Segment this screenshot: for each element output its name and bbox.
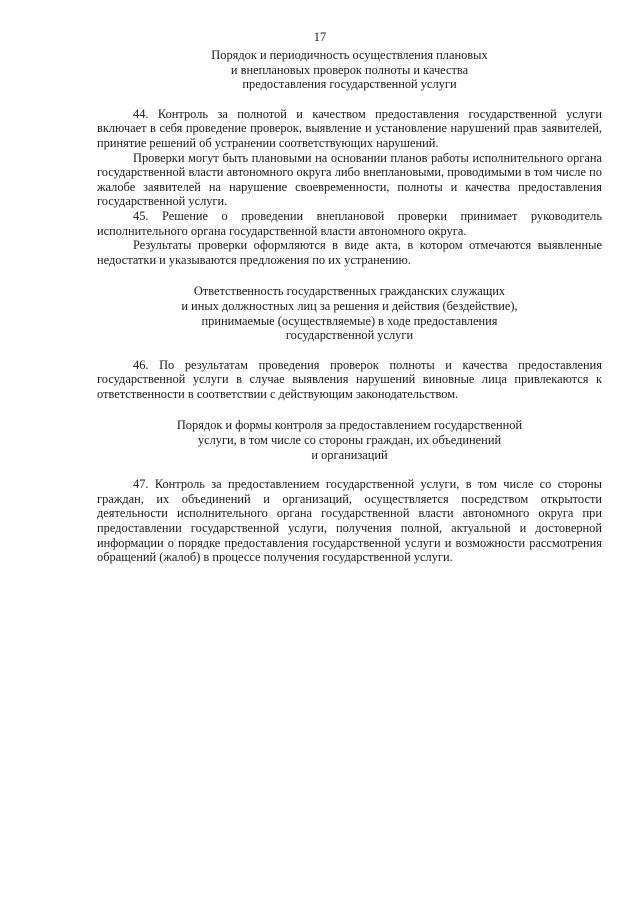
- section-heading-control-forms: [97, 418, 602, 462]
- heading-line: Порядок и формы контроля за предоставлением государственной: [176, 418, 523, 433]
- section-heading-responsibility: [97, 284, 602, 342]
- paragraph-45: 45. Решение о проведении внеплановой проверки принимает руководитель исполнительного органа государственной власти автономного округа.: [97, 208, 602, 238]
- heading-line: и иных должностных лиц за решения и действия (бездействие),: [181, 298, 518, 313]
- heading-line: услуги, в том числе со стороны граждан, их объединений: [197, 433, 502, 448]
- heading-line: и внеплановых проверок полноты и качества: [230, 62, 469, 77]
- paragraph-47: 47. Контроль за предоставлением государственной услуги, в том числе со стороны граждан, их объединений и организаций, осуществляется посредством открытости деятельности исполнительного органа государственной власти автономного округа при предоставлении государственной услуги, получения полной, актуальной и достоверной информации о порядке предоставления государственной услуги и возможности рассмотрения обращений (жалоб) в процессе получения государственной услуги.: [97, 477, 602, 565]
- section-heading-inspections: [97, 48, 602, 92]
- document-body: [97, 48, 602, 565]
- heading-line: принимаемые (осуществляемые) в ходе предоставления: [201, 313, 498, 328]
- heading-line: Ответственность государственных гражданских служащих: [193, 284, 506, 299]
- paragraph-inspection-results: Результаты проверки оформляются в виде акта, в котором отмечаются выявленные недостатки и указываются предложения по их устранению.: [97, 238, 602, 267]
- paragraph-44: 44. Контроль за полнотой и качеством предоставления государственной услуги включает в себя проведение проверок, выявление и установление нарушений прав заявителей, принятие решений об устранении соответствующих нарушений.: [97, 106, 602, 150]
- page-number: 17: [313, 30, 327, 44]
- heading-line: предоставления государственной услуги: [242, 77, 457, 92]
- heading-line: и организаций: [311, 447, 388, 462]
- heading-line: государственной услуги: [285, 328, 414, 343]
- paragraph-inspections-types: Проверки могут быть плановыми на основании планов работы исполнительного органа государственной власти автономного округа либо внеплановыми, проводимыми в том числе по жалобе заявителей на нарушение своевременности, полноты и качества предоставления государственной услуги.: [97, 150, 602, 209]
- paragraph-46: 46. По результатам проведения проверок полноты и качества предоставления государственной услуги в случае выявления нарушений виновные лица привлекаются к ответственности в соответствии с действующим законодательством.: [97, 357, 602, 401]
- heading-line: Порядок и периодичность осуществления плановых: [211, 48, 488, 62]
